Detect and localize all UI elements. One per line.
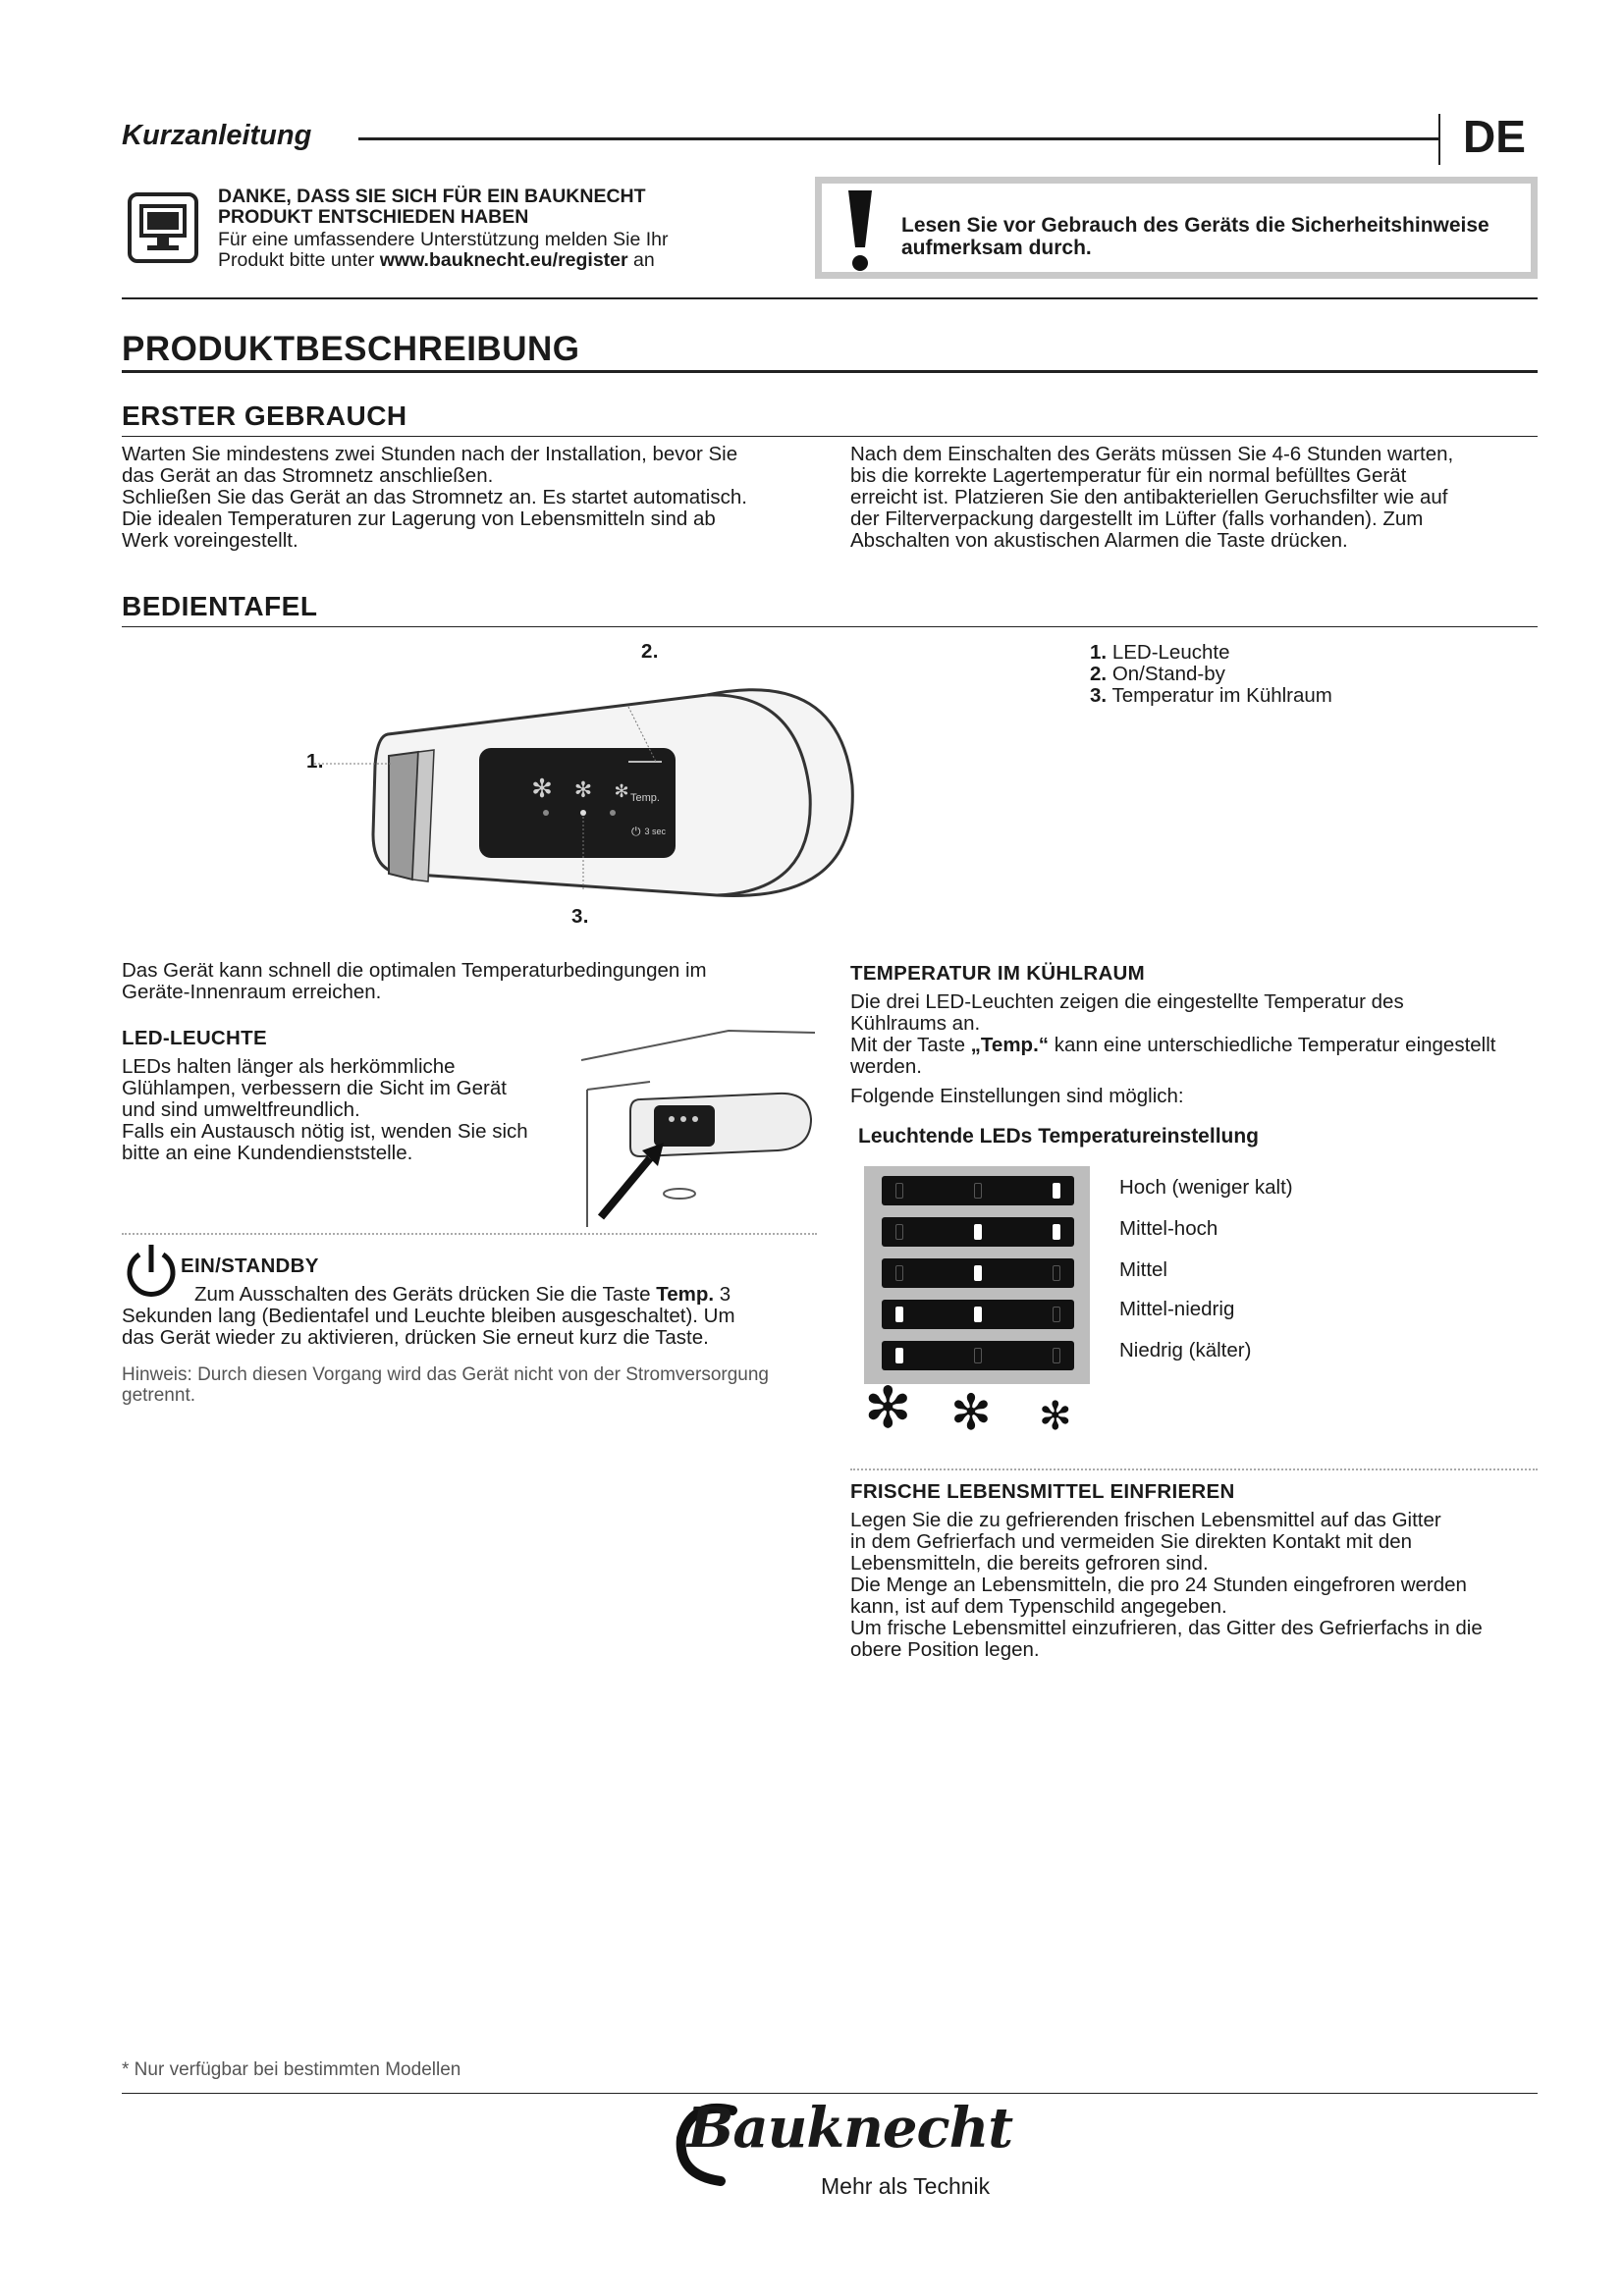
section-title-control-panel: BEDIENTAFEL xyxy=(122,591,318,621)
svg-text:⏻: ⏻ xyxy=(631,825,641,838)
led-row xyxy=(882,1341,1074,1370)
section-rule xyxy=(122,370,1538,373)
svg-text:✻: ✻ xyxy=(531,774,553,804)
page-header-title: Kurzanleitung xyxy=(122,120,312,151)
first-use-left-text: Warten Sie mindestens zwei Stunden nach der Installation, bevor Sie das Gerät an das Stromnetz anschließen. Schließen Sie das Gerät an das Stromnetz an. Es startet automatisch. Die idealen Temperaturen zur Lagerung von Lebensmitteln sind ab Werk voreingestellt. xyxy=(122,443,747,552)
section-title-freeze: FRISCHE LEBENSMITTEL EINFRIEREN xyxy=(850,1480,1235,1503)
control-panel-diagram xyxy=(295,638,864,942)
section-divider xyxy=(122,1233,817,1235)
setting-label-medium-low: Mittel-niedrig xyxy=(1119,1298,1235,1320)
safety-warning-text: Lesen Sie vor Gebrauch des Geräts die Sicherheitshinweise aufmerksam durch. xyxy=(901,214,1489,259)
section-divider xyxy=(850,1468,1538,1470)
led-indicator xyxy=(895,1348,903,1363)
callout-3: 3. xyxy=(571,905,589,928)
section-title-fridge-temperature: TEMPERATUR IM KÜHLRAUM xyxy=(850,962,1146,985)
led-indicator xyxy=(974,1224,982,1240)
led-row xyxy=(882,1217,1074,1247)
standby-text: Zum Ausschalten des Geräts drücken Sie die Taste Temp. 3 Sekunden lang (Bedientafel und Leuchte bleiben ausgeschaltet). Um das Gerät wieder zu aktivieren, drücken Sie erneut kurz die Taste. xyxy=(122,1283,735,1349)
freeze-text: Legen Sie die zu gefrierenden frischen Lebensmittel auf das Gitter in dem Gefrierfach und vermeiden Sie direkten Kontakt mit den Lebensmitteln, die bereits gefroren sind. Die Menge an Lebensmitteln, die pro 24 Stunden eingefroren werden kann, ist auf dem Typenschild angegeben. Um frische Lebensmittel einzufrieren, das Gitter des Gefrierfachs in die obere Position legen. xyxy=(850,1509,1483,1661)
thanks-body: Für eine umfassendere Unterstützung melden Sie Ihr Produkt bitte unter www.bauknecht.eu/register an xyxy=(218,229,669,271)
led-row xyxy=(882,1300,1074,1329)
led-indicator xyxy=(1053,1183,1060,1199)
callout-1: 1. xyxy=(306,750,324,773)
section-title-led-light: LED-LEUCHTE xyxy=(122,1027,267,1049)
header-divider xyxy=(1438,114,1440,165)
quick-cooling-text: Das Gerät kann schnell die optimalen Temperaturbedingungen im Geräte-Innenraum erreichen. xyxy=(122,959,707,1003)
computer-monitor-icon xyxy=(128,192,198,263)
standby-note: Hinweis: Durch diesen Vorgang wird das Gerät nicht von der Stromversorgung getrennt. xyxy=(122,1364,769,1406)
section-rule xyxy=(122,626,1538,627)
footer-rule xyxy=(122,2093,1538,2094)
section-title-standby: EIN/STANDBY xyxy=(181,1255,319,1277)
snowflake-large-icon: ✻ xyxy=(864,1376,912,1440)
led-settings-table xyxy=(864,1166,1090,1384)
snowflake-small-icon: ✻ xyxy=(1039,1395,1072,1438)
setting-label-high: Hoch (weniger kalt) xyxy=(1119,1176,1293,1199)
section-title-first-use: ERSTER GEBRAUCH xyxy=(122,400,407,431)
footnote: * Nur verfügbar bei bestimmten Modellen xyxy=(122,2059,461,2080)
section-rule xyxy=(122,297,1538,299)
panel-hold-label: 3 sec xyxy=(644,827,666,836)
led-indicator xyxy=(1053,1224,1060,1240)
setting-label-medium: Mittel xyxy=(1119,1258,1167,1281)
led-light-illustration xyxy=(581,1021,817,1227)
led-indicator xyxy=(1053,1307,1060,1322)
thanks-heading: DANKE, DASS SIE SICH FÜR EIN BAUKNECHT PRODUKT ENTSCHIEDEN HABEN xyxy=(218,186,646,228)
callout-2: 2. xyxy=(641,640,659,663)
header-rule xyxy=(358,137,1438,140)
led-indicator xyxy=(974,1307,982,1322)
svg-text:✻: ✻ xyxy=(573,778,593,803)
setting-label-low: Niedrig (kälter) xyxy=(1119,1339,1252,1362)
led-row xyxy=(882,1258,1074,1288)
led-indicator xyxy=(895,1307,903,1322)
led-table-title: Leuchtende LEDs Temperatureinstellung xyxy=(858,1125,1260,1148)
led-indicator xyxy=(895,1183,903,1199)
setting-label-medium-high: Mittel-hoch xyxy=(1119,1217,1218,1240)
led-indicator xyxy=(895,1265,903,1281)
led-indicator xyxy=(974,1183,982,1199)
svg-text:✻: ✻ xyxy=(614,781,629,802)
first-use-right-text: Nach dem Einschalten des Geräts müssen Sie 4-6 Stunden warten, bis die korrekte Lagertemperatur für ein normal befülltes Gerät erreicht ist. Platzieren Sie den antibakteriellen Geruchsfilter wie auf der Filterverpackung dargestellt im Lüfter (falls vorhanden). Zum Abschalten von akustischen Alarmen die Taste drücken. xyxy=(850,443,1454,552)
brand-tagline: Mehr als Technik xyxy=(821,2173,991,2199)
led-row xyxy=(882,1176,1074,1205)
led-indicator xyxy=(895,1224,903,1240)
register-link[interactable]: www.bauknecht.eu/register xyxy=(379,249,628,271)
exclamation-icon xyxy=(840,187,880,275)
led-indicator xyxy=(1053,1348,1060,1363)
snowflake-medium-icon: ✻ xyxy=(950,1385,992,1440)
led-indicator xyxy=(974,1348,982,1363)
control-panel-legend: 1. LED-Leuchte 2. On/Stand-by 3. Temperatur im Kühlraum xyxy=(1090,641,1332,707)
led-light-text: LEDs halten länger als herkömmliche Glühlampen, verbessern die Sicht im Gerät und sind umweltfreundlich. Falls ein Austausch nötig ist, wenden Sie sich bitte an eine Kundendienststelle. xyxy=(122,1055,528,1164)
fridge-temperature-text: Die drei LED-Leuchten zeigen die eingestellte Temperatur des Kühlraums an. Mit der Taste „Temp.“ kann eine unterschiedliche Temperatur eingestellt werden. Folgende Einstellungen sind möglich: xyxy=(850,990,1496,1107)
led-indicator xyxy=(974,1265,982,1281)
led-indicator xyxy=(1053,1265,1060,1281)
panel-temp-label: Temp. xyxy=(630,792,660,804)
language-code: DE xyxy=(1463,111,1526,162)
section-title-product-description: PRODUKTBESCHREIBUNG xyxy=(122,330,580,368)
brand-logo: Bauknecht xyxy=(687,2096,1013,2161)
section-rule xyxy=(122,436,1538,437)
